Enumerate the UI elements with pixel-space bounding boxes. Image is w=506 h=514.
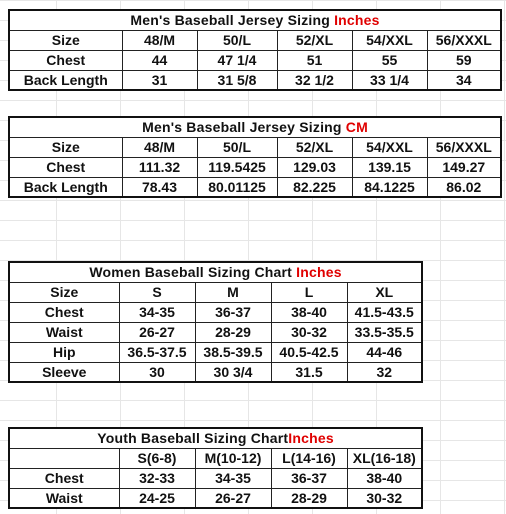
table-cell: 30 3/4 <box>195 362 271 382</box>
table-cell: 55 <box>352 50 427 70</box>
row-label: Back Length <box>9 70 122 90</box>
table-cell: 51 <box>277 50 352 70</box>
table-cell: 32 1/2 <box>277 70 352 90</box>
men-inches-table <box>8 9 502 91</box>
header-cell: 50/L <box>197 30 277 50</box>
table-cell: 33 1/4 <box>352 70 427 90</box>
row-label: Chest <box>9 157 122 177</box>
header-cell: XL(16-18) <box>347 448 422 468</box>
men-inches-header-row <box>9 30 501 50</box>
men-cm-table <box>8 116 502 198</box>
table-row <box>9 342 422 362</box>
men-cm-title <box>9 117 501 137</box>
table-row <box>9 302 422 322</box>
table-cell: 44 <box>122 50 197 70</box>
table-cell: 32-33 <box>119 468 195 488</box>
header-cell: L(14-16) <box>271 448 347 468</box>
women-unit: Inches <box>296 264 342 281</box>
table-cell: 80.01125 <box>197 177 277 197</box>
header-cell: 56/XXXL <box>427 137 501 157</box>
header-cell: 48/M <box>122 137 197 157</box>
table-cell: 34-35 <box>195 468 271 488</box>
table-cell: 111.32 <box>122 157 197 177</box>
header-cell: S(6-8) <box>119 448 195 468</box>
header-cell: 56/XXXL <box>427 30 501 50</box>
women-title <box>9 262 422 282</box>
table-row <box>9 177 501 197</box>
table-cell: 26-27 <box>119 322 195 342</box>
header-cell: M <box>195 282 271 302</box>
header-cell: 50/L <box>197 137 277 157</box>
header-cell: 48/M <box>122 30 197 50</box>
row-label: Chest <box>9 468 119 488</box>
men-cm-unit: CM <box>345 119 368 136</box>
youth-table <box>8 427 423 509</box>
table-cell: 34 <box>427 70 501 90</box>
header-cell: 52/XL <box>277 137 352 157</box>
row-label: Chest <box>9 50 122 70</box>
youth-header-row <box>9 448 422 468</box>
table-cell: 30-32 <box>271 322 347 342</box>
table-cell: 86.02 <box>427 177 501 197</box>
table-cell: 40.5-42.5 <box>271 342 347 362</box>
table-cell: 34-35 <box>119 302 195 322</box>
table-cell: 30 <box>119 362 195 382</box>
header-cell: L <box>271 282 347 302</box>
table-row <box>9 362 422 382</box>
youth-title-text: Youth Baseball Sizing Chart <box>97 430 289 447</box>
women-table <box>8 261 423 383</box>
table-row <box>9 488 422 508</box>
header-cell: XL <box>347 282 422 302</box>
men-inches-unit: Inches <box>334 12 380 29</box>
table-cell: 36-37 <box>195 302 271 322</box>
header-cell: 52/XL <box>277 30 352 50</box>
table-cell: 44-46 <box>347 342 422 362</box>
table-cell: 26-27 <box>195 488 271 508</box>
women-header-row <box>9 282 422 302</box>
youth-title <box>9 428 422 448</box>
row-label: Chest <box>9 302 119 322</box>
header-cell: 54/XXL <box>352 30 427 50</box>
youth-unit: Inches <box>288 430 334 447</box>
table-cell: 33.5-35.5 <box>347 322 422 342</box>
table-cell: 32 <box>347 362 422 382</box>
header-cell: S <box>119 282 195 302</box>
women-title-text: Women Baseball Sizing Chart <box>89 264 293 281</box>
table-row <box>9 157 501 177</box>
table-cell: 47 1/4 <box>197 50 277 70</box>
table-row <box>9 322 422 342</box>
men-cm-title-text: Men's Baseball Jersey Sizing <box>142 119 342 136</box>
table-cell: 38-40 <box>271 302 347 322</box>
table-cell: 41.5-43.5 <box>347 302 422 322</box>
table-cell: 36-37 <box>271 468 347 488</box>
table-cell: 129.03 <box>277 157 352 177</box>
table-cell: 31.5 <box>271 362 347 382</box>
header-cell: Size <box>9 282 119 302</box>
table-row <box>9 468 422 488</box>
table-cell: 82.225 <box>277 177 352 197</box>
table-row <box>9 50 501 70</box>
header-cell <box>9 448 119 468</box>
table-cell: 84.1225 <box>352 177 427 197</box>
header-cell: M(10-12) <box>195 448 271 468</box>
table-cell: 24-25 <box>119 488 195 508</box>
table-cell: 119.5425 <box>197 157 277 177</box>
table-row <box>9 70 501 90</box>
row-label: Waist <box>9 322 119 342</box>
table-cell: 28-29 <box>271 488 347 508</box>
table-cell: 59 <box>427 50 501 70</box>
men-inches-title-text: Men's Baseball Jersey Sizing <box>130 12 330 29</box>
row-label: Sleeve <box>9 362 119 382</box>
row-label: Waist <box>9 488 119 508</box>
men-inches-title <box>9 10 501 30</box>
header-cell: Size <box>9 137 122 157</box>
table-cell: 31 5/8 <box>197 70 277 90</box>
table-cell: 28-29 <box>195 322 271 342</box>
table-cell: 36.5-37.5 <box>119 342 195 362</box>
table-cell: 30-32 <box>347 488 422 508</box>
table-cell: 139.15 <box>352 157 427 177</box>
table-cell: 31 <box>122 70 197 90</box>
table-cell: 78.43 <box>122 177 197 197</box>
men-cm-header-row <box>9 137 501 157</box>
table-cell: 149.27 <box>427 157 501 177</box>
header-cell: 54/XXL <box>352 137 427 157</box>
row-label: Back Length <box>9 177 122 197</box>
table-cell: 38-40 <box>347 468 422 488</box>
table-cell: 38.5-39.5 <box>195 342 271 362</box>
row-label: Hip <box>9 342 119 362</box>
header-cell: Size <box>9 30 122 50</box>
